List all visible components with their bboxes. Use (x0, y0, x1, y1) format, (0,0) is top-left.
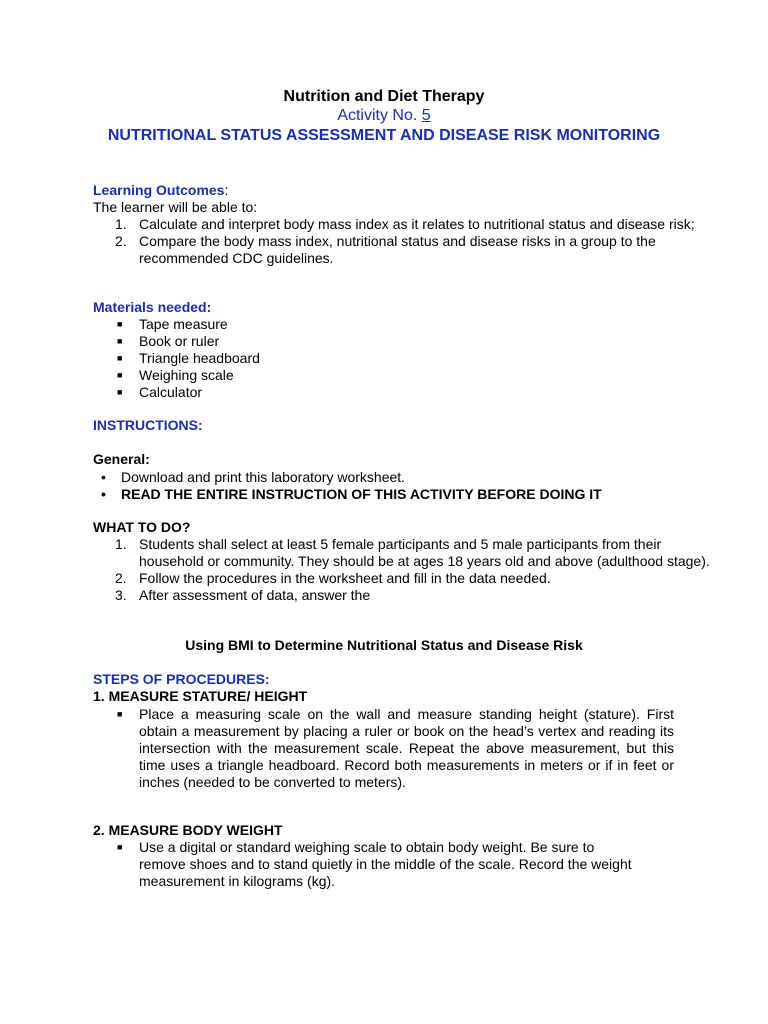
step2-text: Use a digital or standard weighing scale to obtain body weight. Be sure to remove shoes and to stand quietly in the middle of the scale. Record the weight measurement in kilograms (kg). (139, 839, 632, 889)
step1-text: Place a measuring scale on the wall and measure standing height (stature). First obtain a measurement by placing a ruler or book on the head’s vertex and reading its intersection with the measurement scale. Repeat the above measurement, but this time uses a triangle headboard. Record both measurements in meters or if in feet or inches (needed to be converted to meters). (139, 706, 674, 790)
activity-number: 5 (421, 107, 431, 124)
list-item (93, 384, 260, 401)
item-text: Weighing scale (139, 367, 234, 383)
list-item (93, 233, 719, 267)
list-item (93, 486, 602, 503)
item-text: Download and print this laboratory worksheet. (121, 469, 406, 485)
materials-heading: Materials needed: (93, 299, 212, 315)
general-list (93, 469, 602, 503)
item-number: 2. (115, 570, 127, 586)
item-text: Triangle headboard (139, 350, 260, 366)
steps-heading: STEPS OF PROCEDURES: (93, 671, 270, 687)
what-to-do-list (93, 536, 719, 604)
list-item (93, 536, 719, 570)
item-number: 2. (115, 233, 127, 249)
square-bullet-icon: ■ (117, 319, 123, 329)
learning-outcomes-heading: Learning Outcomes (93, 182, 225, 198)
learning-outcomes-list (93, 216, 719, 267)
list-item (93, 570, 719, 587)
square-bullet-icon: ■ (117, 842, 123, 852)
activity-prefix: Activity No. (337, 107, 418, 124)
list-item (93, 706, 674, 791)
bullet-icon: • (101, 469, 106, 485)
item-text: After assessment of data, answer the (139, 587, 371, 603)
item-number: 1. (115, 216, 127, 232)
list-item (93, 367, 260, 384)
item-text: Compare the body mass index, nutritional status and disease risks in a group to the recommended CDC guidelines. (139, 233, 656, 266)
item-text: Tape measure (139, 316, 228, 332)
item-text: Students shall select at least 5 female participants and 5 male participants from their household or community. They should be at ages 18 years old and above (adulthood stage). (139, 536, 710, 569)
list-item (93, 839, 644, 890)
instructions-heading: INSTRUCTIONS: (93, 417, 203, 433)
list-item (93, 216, 719, 233)
step1-list (93, 706, 674, 791)
step2-list (93, 839, 644, 890)
section-title: Using BMI to Determine Nutritional Status and Disease Risk (185, 637, 583, 653)
square-bullet-icon: ■ (117, 387, 123, 397)
item-number: 1. (115, 536, 127, 552)
activity-number-line (0, 107, 768, 125)
learning-outcomes-colon: : (224, 182, 229, 198)
learning-outcomes-heading-line (93, 182, 228, 199)
item-text: Calculate and interpret body mass index as it relates to nutritional status and disease risk; (139, 216, 695, 232)
list-item (93, 469, 602, 486)
course-title: Nutrition and Diet Therapy (283, 88, 485, 105)
item-text: READ THE ENTIRE INSTRUCTION OF THIS ACTIVITY BEFORE DOING IT (121, 486, 602, 502)
bullet-icon: • (101, 486, 106, 502)
activity-title: NUTRITIONAL STATUS ASSESSMENT AND DISEASE RISK MONITORING (107, 127, 661, 144)
item-text: Follow the procedures in the worksheet and fill in the data needed. (139, 570, 551, 586)
what-to-do-heading: WHAT TO DO? (93, 519, 191, 535)
materials-list (93, 316, 260, 401)
square-bullet-icon: ■ (117, 353, 123, 363)
square-bullet-icon: ■ (117, 709, 123, 719)
list-item (93, 350, 260, 367)
general-heading: General: (93, 451, 150, 467)
list-item (93, 587, 719, 604)
square-bullet-icon: ■ (117, 370, 123, 380)
step1-heading: 1. MEASURE STATURE/ HEIGHT (93, 688, 308, 704)
item-text: Calculator (139, 384, 203, 400)
square-bullet-icon: ■ (117, 336, 123, 346)
learning-intro: The learner will be able to: (93, 199, 258, 215)
item-text: Book or ruler (139, 333, 220, 349)
list-item (93, 316, 260, 333)
item-number: 3. (115, 587, 127, 603)
list-item (93, 333, 260, 350)
step2-heading: 2. MEASURE BODY WEIGHT (93, 822, 283, 838)
